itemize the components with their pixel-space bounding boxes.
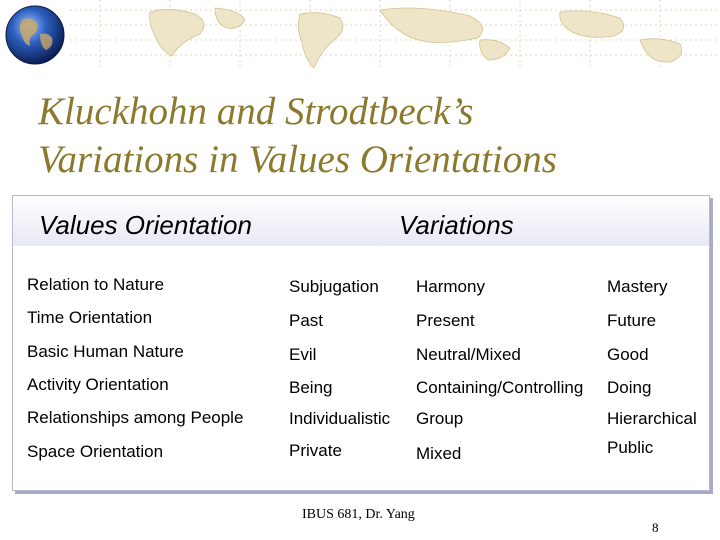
slide-title-line-2: Variations in Values Orientations — [38, 138, 557, 181]
row-basic-human-nature-v3: Good — [607, 345, 649, 364]
row-time-orientation-label: Time Orientation — [27, 308, 153, 327]
row-basic-human-nature-v2: Neutral/Mixed — [416, 345, 521, 364]
row-relationships-among-people-v3: Hierarchical — [607, 409, 697, 428]
row-space-orientation-v3: Public — [607, 438, 654, 457]
row-space-orientation-label: Space Orientation — [27, 442, 164, 461]
row-relation-to-nature-v3: Mastery — [607, 277, 668, 296]
row-activity-orientation-label: Activity Orientation — [27, 375, 169, 394]
slide-title — [38, 88, 708, 184]
row-relationships-among-people-label: Relationships among People — [27, 408, 244, 427]
row-basic-human-nature-label: Basic Human Nature — [27, 342, 184, 361]
row-space-orientation-v2: Mixed — [416, 444, 462, 463]
row-time-orientation-v2: Present — [416, 311, 475, 330]
row-basic-human-nature-v1: Evil — [289, 345, 317, 364]
world-map-background — [0, 0, 720, 70]
header-variations: Variations — [399, 210, 514, 240]
header-values-orientation: Values Orientation — [39, 210, 252, 240]
row-activity-orientation-v1: Being — [289, 378, 333, 397]
row-relationships-among-people-v1: Individualistic — [289, 409, 391, 428]
row-relationships-among-people-v2: Group — [416, 409, 464, 428]
row-relation-to-nature-label: Relation to Nature — [27, 275, 165, 294]
globe-icon — [4, 4, 66, 66]
row-space-orientation-v1: Private — [289, 441, 342, 460]
row-relation-to-nature-v2: Harmony — [416, 277, 485, 296]
row-time-orientation-v1: Past — [289, 311, 324, 330]
row-activity-orientation-v2: Containing/Controlling — [416, 378, 584, 397]
page-number: 8 — [652, 520, 659, 535]
values-orientation-table — [12, 195, 710, 491]
row-time-orientation-v3: Future — [607, 311, 657, 330]
slide-title-line-1: Kluckhohn and Strodtbeck’s — [38, 90, 474, 133]
slide-footer: IBUS 681, Dr. Yang — [302, 507, 415, 522]
row-relation-to-nature-v1: Subjugation — [289, 277, 379, 296]
row-activity-orientation-v3: Doing — [607, 378, 652, 397]
